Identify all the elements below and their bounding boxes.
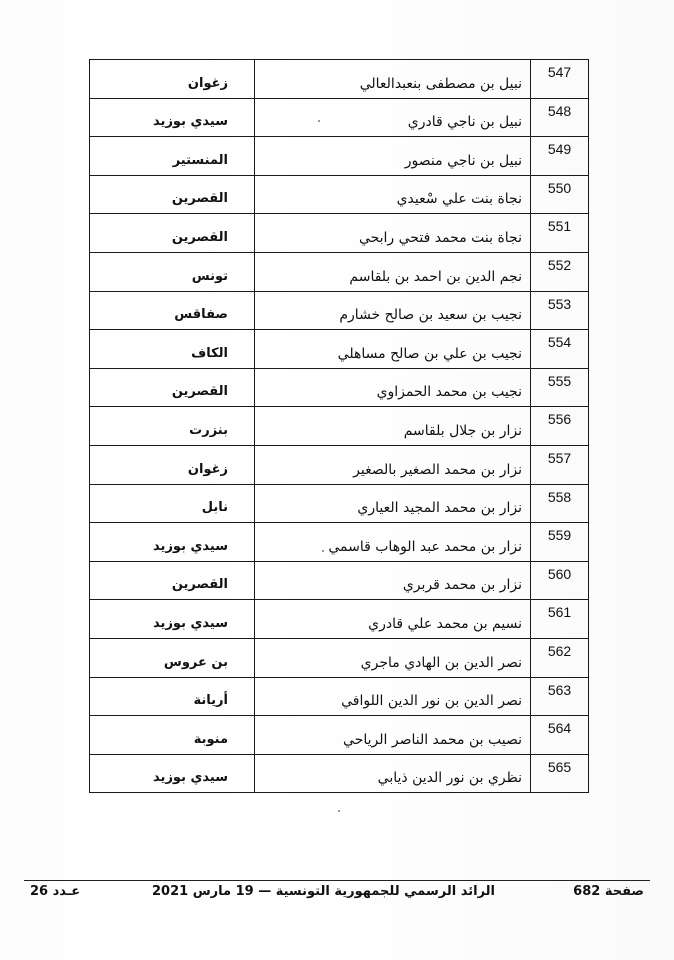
person-name: نزار بن محمد عبد الوهاب قاسمي — [255, 523, 531, 562]
row-number: 557 — [531, 445, 589, 484]
person-name: نبيل بن ناجي منصور — [255, 137, 531, 176]
person-name: نسيم بن محمد علي قادري — [255, 600, 531, 639]
table-row — [90, 137, 589, 176]
governorate: القصرين — [90, 214, 255, 253]
row-number: 556 — [531, 407, 589, 446]
table-row — [90, 291, 589, 330]
governorate: تونس — [90, 252, 255, 291]
table-row — [90, 98, 589, 137]
row-number: 555 — [531, 368, 589, 407]
row-number: 549 — [531, 137, 589, 176]
governorate: القصرين — [90, 175, 255, 214]
table-row — [90, 523, 589, 562]
table-row — [90, 407, 589, 446]
footer-page-number: صفحة 682 — [573, 884, 644, 899]
person-name: نزار بن جلال بلقاسم — [255, 407, 531, 446]
person-name: نجاة بنت محمد فتحي رابحي — [255, 214, 531, 253]
governorate: منوبة — [90, 716, 255, 755]
roster-table-body — [90, 60, 589, 793]
footer-issue-number: عـدد 26 — [30, 884, 81, 899]
row-number: 554 — [531, 330, 589, 369]
person-name: نصر الدين بن الهادي ماجري — [255, 638, 531, 677]
row-number: 547 — [531, 60, 589, 99]
governorate: زغوان — [90, 60, 255, 99]
governorate: القصرين — [90, 368, 255, 407]
person-name: نجيب بن علي بن صالح مساهلي — [255, 330, 531, 369]
row-number: 565 — [531, 754, 589, 793]
governorate: سيدي بوزيد — [90, 600, 255, 639]
person-name: نصيب بن محمد الناصر الرياحي — [255, 716, 531, 755]
table-row — [90, 252, 589, 291]
row-number: 560 — [531, 561, 589, 600]
table-row — [90, 638, 589, 677]
governorate: بن عروس — [90, 638, 255, 677]
governorate: سيدي بوزيد — [90, 523, 255, 562]
row-number: 550 — [531, 175, 589, 214]
table-row — [90, 677, 589, 716]
footer-journal-title: الرائد الرسمي للجمهورية التونسية — 19 مارس 2021 — [151, 884, 495, 899]
person-name: نجم الدين بن احمد بن بلقاسم — [255, 252, 531, 291]
row-number: 553 — [531, 291, 589, 330]
person-name: نبيل بن ناجي قادري — [255, 98, 531, 137]
table-row — [90, 561, 589, 600]
footer-rule — [24, 880, 650, 881]
row-number: 548 — [531, 98, 589, 137]
person-name: نجيب بن سعيد بن صالح خشارم — [255, 291, 531, 330]
table-row — [90, 214, 589, 253]
governorate: المنستير — [90, 137, 255, 176]
table-row — [90, 484, 589, 523]
person-name: نصر الدين بن نور الدين اللوافي — [255, 677, 531, 716]
scan-speck — [338, 810, 340, 812]
governorate: بنزرت — [90, 407, 255, 446]
governorate: الكاف — [90, 330, 255, 369]
table-row — [90, 368, 589, 407]
roster-table — [89, 59, 589, 793]
row-number: 562 — [531, 638, 589, 677]
row-number: 563 — [531, 677, 589, 716]
governorate: صفاقس — [90, 291, 255, 330]
scan-speck — [318, 120, 320, 122]
table-row — [90, 60, 589, 99]
person-name: نزار بن محمد قربري — [255, 561, 531, 600]
governorate: زغوان — [90, 445, 255, 484]
table-row — [90, 600, 589, 639]
row-number: 558 — [531, 484, 589, 523]
table-row — [90, 445, 589, 484]
governorate: نابل — [90, 484, 255, 523]
row-number: 552 — [531, 252, 589, 291]
person-name: نظري بن نور الدين ذيابي — [255, 754, 531, 793]
governorate: القصرين — [90, 561, 255, 600]
table-row — [90, 330, 589, 369]
governorate: سيدي بوزيد — [90, 98, 255, 137]
governorate: أريانة — [90, 677, 255, 716]
row-number: 551 — [531, 214, 589, 253]
row-number: 559 — [531, 523, 589, 562]
person-name: نجاة بنت علي سْعيدي — [255, 175, 531, 214]
governorate: سيدي بوزيد — [90, 754, 255, 793]
table-row — [90, 754, 589, 793]
person-name: نزار بن محمد الصغير بالصغير — [255, 445, 531, 484]
person-name: نبيل بن مصطفى بنعبدالعالي — [255, 60, 531, 99]
row-number: 564 — [531, 716, 589, 755]
table-row — [90, 716, 589, 755]
row-number: 561 — [531, 600, 589, 639]
person-name: نزار بن محمد المجيد العياري — [255, 484, 531, 523]
scan-speck — [322, 550, 324, 552]
person-name: نجيب بن محمد الحمزاوي — [255, 368, 531, 407]
table-row — [90, 175, 589, 214]
